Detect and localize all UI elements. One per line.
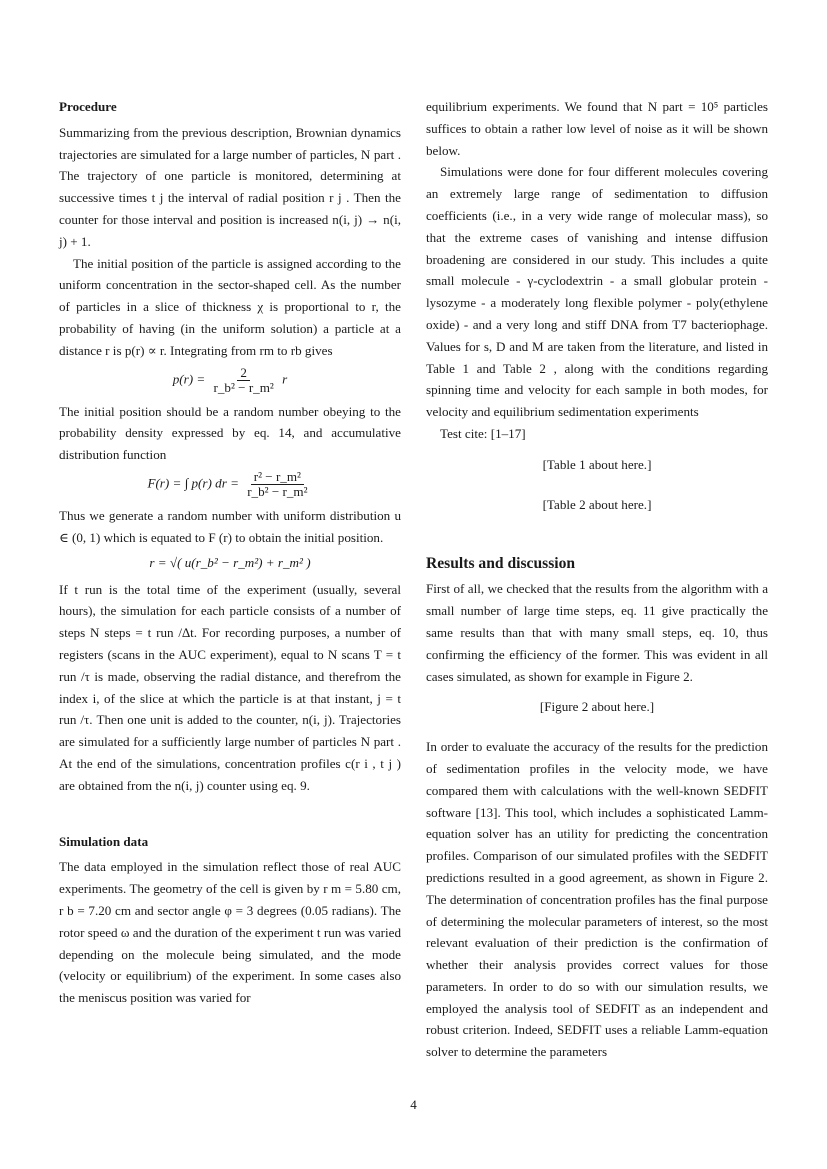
procedure-paragraph-3: The initial position should be a random number obeying to the probability density expressed by eq. 14, and accumulative distribution function: [59, 403, 401, 463]
eq2-denominator: r_b² − r_m²: [247, 483, 308, 499]
left-column: [59, 96, 401, 1009]
simulation-data-paragraph: The data employed in the simulation reflect those of real AUC experiments. The geometry of the cell is given by r m = 5.80 cm, r b = 7.20 cm and sector angle φ = 3 degrees (0.05 radians). The rotor speed ω and the duration of the experiment t run was varied depending on the molecule being simulated, and the mode (velocity or equilibrium) of the experiment. In some cases also the meniscus position was varied for: [59, 859, 401, 1006]
results-paragraph-1: First of all, we checked that the results from the algorithm with a small number of large time steps, eq. 11 give practically the same results than that with many small steps, eq. 10, thus confirming the efficiency of the former. This was evident in all cases simulated, as shown for example in Figure 2.: [426, 581, 768, 684]
eq1-denominator: r_b² − r_m²: [213, 379, 274, 395]
eq1-lhs: p(r) =: [172, 371, 206, 387]
table-1-placeholder: [Table 1 about here.]: [542, 456, 652, 472]
eq1-numerator: 2: [237, 366, 250, 381]
procedure-heading: Procedure: [59, 99, 117, 114]
figure-2-placeholder: [Figure 2 about here.]: [539, 699, 655, 715]
results-paragraph-2: In order to evaluate the accuracy of the results for the prediction of sedimentation profiles in the velocity mode, we have compared them with calculations with the well-known SEDFIT software [13]. This tool, which includes a sophisticated Lamm-equation solver has an utility for predicting the concentration profiles. Comparison of our simulated profiles with the SEDFIT predictions resulted in a good agreement, as shown in Figure 2. The determination of concentration profiles has the final purpose of determining the molecular parameters of interest, so the most relevant evaluation of their prediction is the confirmation of whether their analysis provides correct values for those parameters. In order to do so with our simulation results, we employed the analysis tool of SEDFIT as an independent and robust criterion. Indeed, SEDFIT uses a reliable Lamm-equation solver to determine the parameters: [426, 739, 768, 1060]
simulation-data-heading: Simulation data: [59, 833, 149, 849]
test-cite: Test cite: [1–17]: [440, 425, 526, 441]
procedure-paragraph-4: Thus we generate a random number with uniform distribution u ∈ (0, 1) which is equated to F (r) to obtain the initial position.: [59, 507, 401, 545]
eq2-numerator: r² − r_m²: [251, 470, 304, 485]
right-paragraph-1: equilibrium experiments. We found that N part = 10⁵ particles suffices to obtain a rather low level of noise as it will be shown below.: [426, 99, 768, 158]
equation-initial-position: [59, 553, 401, 573]
procedure-paragraph-2: The initial position of the particle is assigned according to the uniform concentration in the sector-shaped cell. As the number of particles in a slice of thickness χ is proportional to r, the probability of having (in the uniform solution) a particle at a distance r is p(r) ∝ r. Integrating from rm to rb gives: [59, 255, 401, 358]
results-heading: Results and discussion: [426, 555, 576, 573]
page-number: 4: [410, 1097, 417, 1112]
table-2-placeholder: [Table 2 about here.]: [542, 496, 652, 512]
eq2-fraction: [244, 470, 310, 499]
right-column: [426, 96, 768, 1063]
eq1-fraction: [211, 366, 277, 395]
procedure-paragraph-1: Summarizing from the previous description, Brownian dynamics trajectories are simulated for a large number of particles, N part . The trajectory of one particle is monitored, determining at successive times t j the interval of radial position r j . Then the counter for those interval and position is increased n(i, j) → n(i, j) + 1.: [59, 124, 401, 249]
right-paragraph-2: Simulations were done for four different molecules covering an extremely large range of sedimentation to diffusion coefficients (i.e., in a very wide range of molecular mass), so that the extreme cases of vanishing and intense diffusion broadening are considered in our study. This includes a quite small molecule - γ-cyclodextrin - a small globular protein - lysozyme - a moderately long flexible polymer - poly(ethylene oxide) - and a very long and stiff DNA from T7 bacteriophage. Values for s, D and M are taken from the literature, and listed in Table 1 and Table 2 , along with the conditions regarding spinning time and velocity for each sample in both modes, for velocity and equilibrium sedimentation experiments: [426, 164, 768, 420]
procedure-paragraph-5: If t run is the total time of the experiment (usually, several hours), the simulation for each particle consists of a number of steps N steps = t run /∆t. For recording purposes, a number of registers (scans in the AUC experiment), equal to N scans T = t run /τ is made, observing the radial distance, and therefrom the index i, of the slice at which the particle is at that instant, j = t run /τ. Then one unit is added to the counter, n(i, j). Trajectories are simulated for a sufficiently large number of particles N part . At the end of the simulations, concentration profiles c(r i , t j ) are obtained from the n(i, j) counter using eq. 9.: [59, 581, 401, 793]
eq1-tail: r: [282, 371, 288, 387]
eq3-text: r = √( u(r_b² − r_m²) + r_m² ): [149, 554, 311, 570]
eq2-lhs: F(r) = ∫ p(r) dr =: [147, 475, 239, 491]
equation-distribution-function: [59, 470, 401, 499]
equation-probability-density: [59, 366, 401, 395]
